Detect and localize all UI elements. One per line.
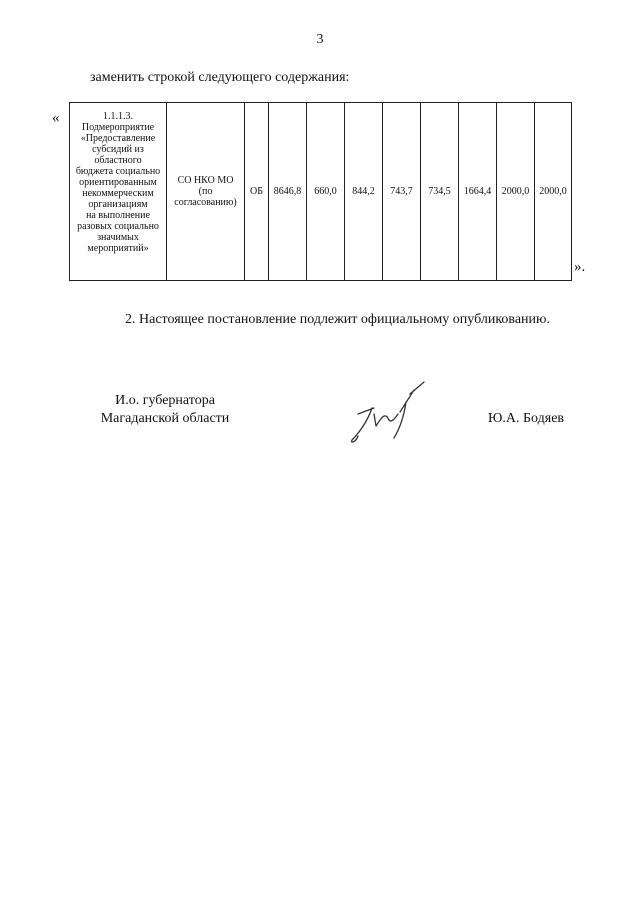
signatory-title: [90, 392, 240, 428]
source-cell: ОБ: [245, 103, 269, 281]
signatory-title-line: Магаданской области: [100, 411, 230, 426]
value-cell: 660,0: [307, 103, 345, 281]
description-line: значимых: [97, 232, 139, 243]
value-cell: 2000,0: [497, 103, 535, 281]
signature-stroke: [352, 382, 424, 442]
value-cell: 734,5: [421, 103, 459, 281]
value-cell: 8646,8: [269, 103, 307, 281]
description-line: мероприятий»: [87, 243, 149, 254]
intro-text: заменить строкой следующего содержания:: [90, 70, 350, 85]
executor-line: (по: [198, 186, 213, 197]
description-line: организациям: [88, 199, 148, 210]
signatory-name: Ю.А. Бодяев: [488, 411, 565, 426]
table-row: [70, 103, 572, 281]
description-line: Подмероприятие: [81, 122, 155, 133]
closing-quote: ».: [574, 259, 586, 275]
signatory-title-line: И.о. губернатора: [115, 393, 215, 408]
description-line: на выполнение: [86, 210, 150, 221]
handwritten-signature: [344, 380, 440, 450]
description-line: ориентированным: [79, 177, 157, 188]
executor-line: согласованию): [174, 197, 237, 208]
opening-quote: «: [52, 110, 60, 126]
description-line: некоммерческим: [82, 188, 154, 199]
amendment-table: [69, 102, 572, 281]
description-line: 1.1.1.3.: [103, 111, 133, 122]
description-cell: [70, 103, 167, 281]
description-line: субсидий из: [92, 144, 144, 155]
page-number: 3: [316, 32, 324, 47]
paragraph-2: 2. Настоящее постановление подлежит официальному опубликованию.: [125, 312, 550, 327]
description-line: бюджета социально: [75, 166, 161, 177]
value-cell: 2000,0: [535, 103, 572, 281]
executor-cell: [167, 103, 245, 281]
value-cell: 844,2: [345, 103, 383, 281]
description-line: областного: [94, 155, 142, 166]
value-cell: 743,7: [383, 103, 421, 281]
description-line: разовых социально: [77, 221, 159, 232]
executor-line: СО НКО МО: [177, 175, 234, 186]
value-cell: 1664,4: [459, 103, 497, 281]
description-line: «Предоставление: [80, 133, 156, 144]
